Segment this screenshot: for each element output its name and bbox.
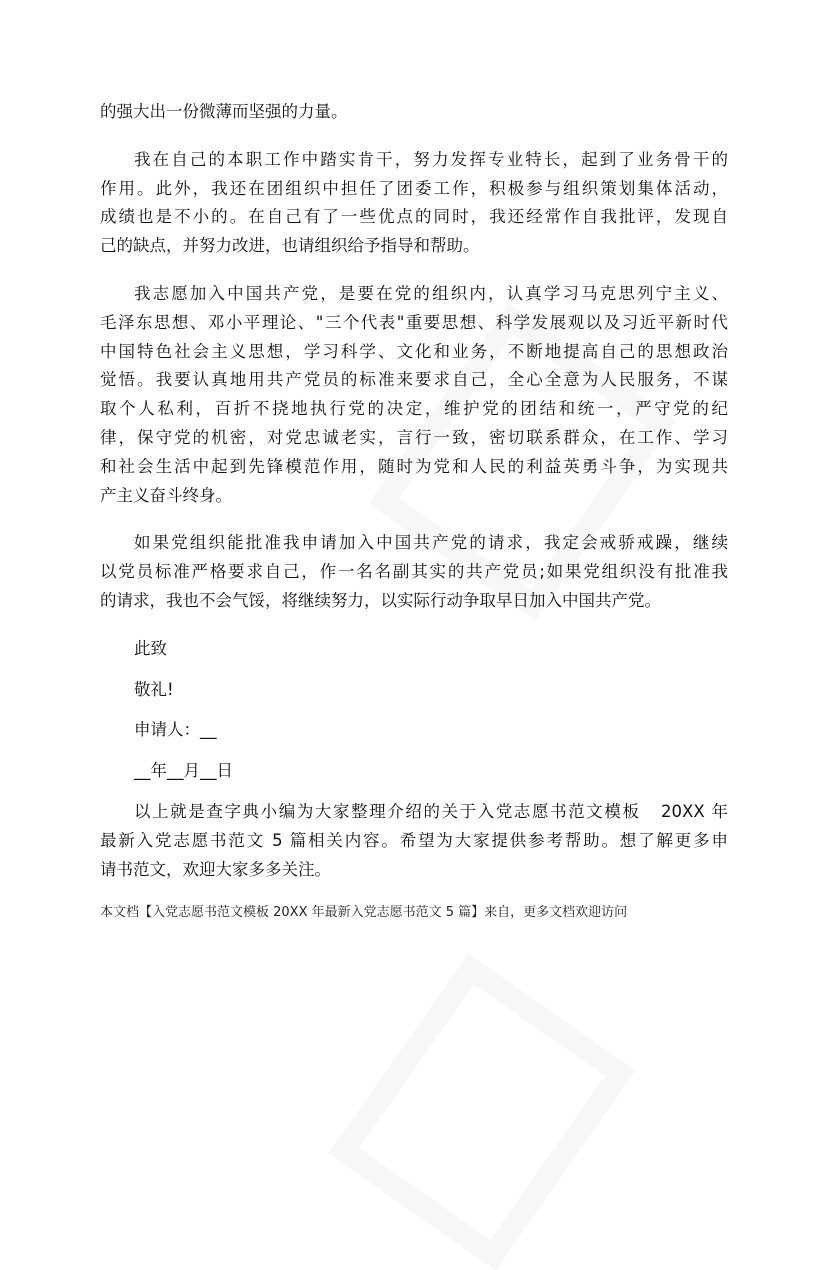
text-line: 产主义奋斗终身。 <box>100 485 232 505</box>
date-text: __年__月__日 <box>134 761 233 781</box>
text-line: 觉悟。我要认真地用共产党员的标准来要求自己，全心全意为人民服务，不谋 <box>100 370 728 390</box>
text-line: 以党员标准严格要求自己，作一名名副其实的共产党员;如果党组织没有批准我 <box>100 562 728 582</box>
text-line: 的请求，我也不会气馁，将继续努力，以实际行动争取早日加入中国共产党。 <box>100 590 661 610</box>
text-line: 毛泽东思想、邓小平理论、"三个代表"重要思想、科学发展观以及习近平新时代 <box>100 312 728 332</box>
closing-text: 此致 <box>134 638 167 658</box>
text-line: 和社会生活中起到先锋模范作用，随时为党和人民的利益英勇斗争，为实现共 <box>100 456 728 476</box>
paragraph-pledge <box>100 280 728 510</box>
text-line: 以上就是查字典小编为大家整理介绍的关于入党志愿书范文模板 20XX 年 <box>134 801 728 821</box>
document-footer: 本文档【入党志愿书范文模板 20XX 年最新入党志愿书范文 5 篇】来自，更多文档欢迎访问 <box>100 905 628 921</box>
closing <box>100 635 728 664</box>
text-line: 成绩也是不小的。在自己有了一些优点的同时，我还经常作自我批评，发现自 <box>100 207 728 227</box>
text-line: 最新入党志愿书范文 5 篇相关内容。希望为大家提供参考帮助。想了解更多申 <box>100 830 728 850</box>
text-line: 我在自己的本职工作中踏实肯干，努力发挥专业特长，起到了业务骨干的 <box>134 149 728 169</box>
watermark <box>328 954 635 1270</box>
text-line: 作用。此外，我还在团组织中担任了团委工作，积极参与组织策划集体活动， <box>100 178 728 198</box>
text-line: 如果党组织能批准我申请加入中国共产党的请求，我定会戒骄戒躁，继续 <box>134 533 728 553</box>
paragraph-continuation <box>100 98 728 127</box>
paragraph-work <box>100 146 728 261</box>
text-line: 我志愿加入中国共产党，是要在党的组织内，认真学习马克思列宁主义、 <box>134 283 728 303</box>
text-line: 请书范文，欢迎大家多多关注。 <box>100 859 331 879</box>
applicant <box>100 716 728 745</box>
paragraph-summary <box>100 798 728 884</box>
text-line: 己的缺点，并努力改进，也请组织给予指导和帮助。 <box>100 236 480 256</box>
salute <box>100 676 728 705</box>
text-line: 中国特色社会主义思想，学习科学、文化和业务，不断地提高自己的思想政治 <box>100 341 728 361</box>
salute-text: 敬礼! <box>134 679 174 699</box>
paragraph-request <box>100 529 728 615</box>
date <box>100 757 728 786</box>
text-line: 的强大出一份微薄而坚强的力量。 <box>100 102 348 121</box>
text-line: 取个人私利，百折不挠地执行党的决定，维护党的团结和统一，严守党的纪 <box>100 399 728 419</box>
text-line: 律，保守党的机密，对党忠诚老实，言行一致，密切联系群众，在工作、学习 <box>100 427 728 447</box>
document-page <box>100 98 728 923</box>
applicant-text: 申请人：__ <box>134 720 217 740</box>
